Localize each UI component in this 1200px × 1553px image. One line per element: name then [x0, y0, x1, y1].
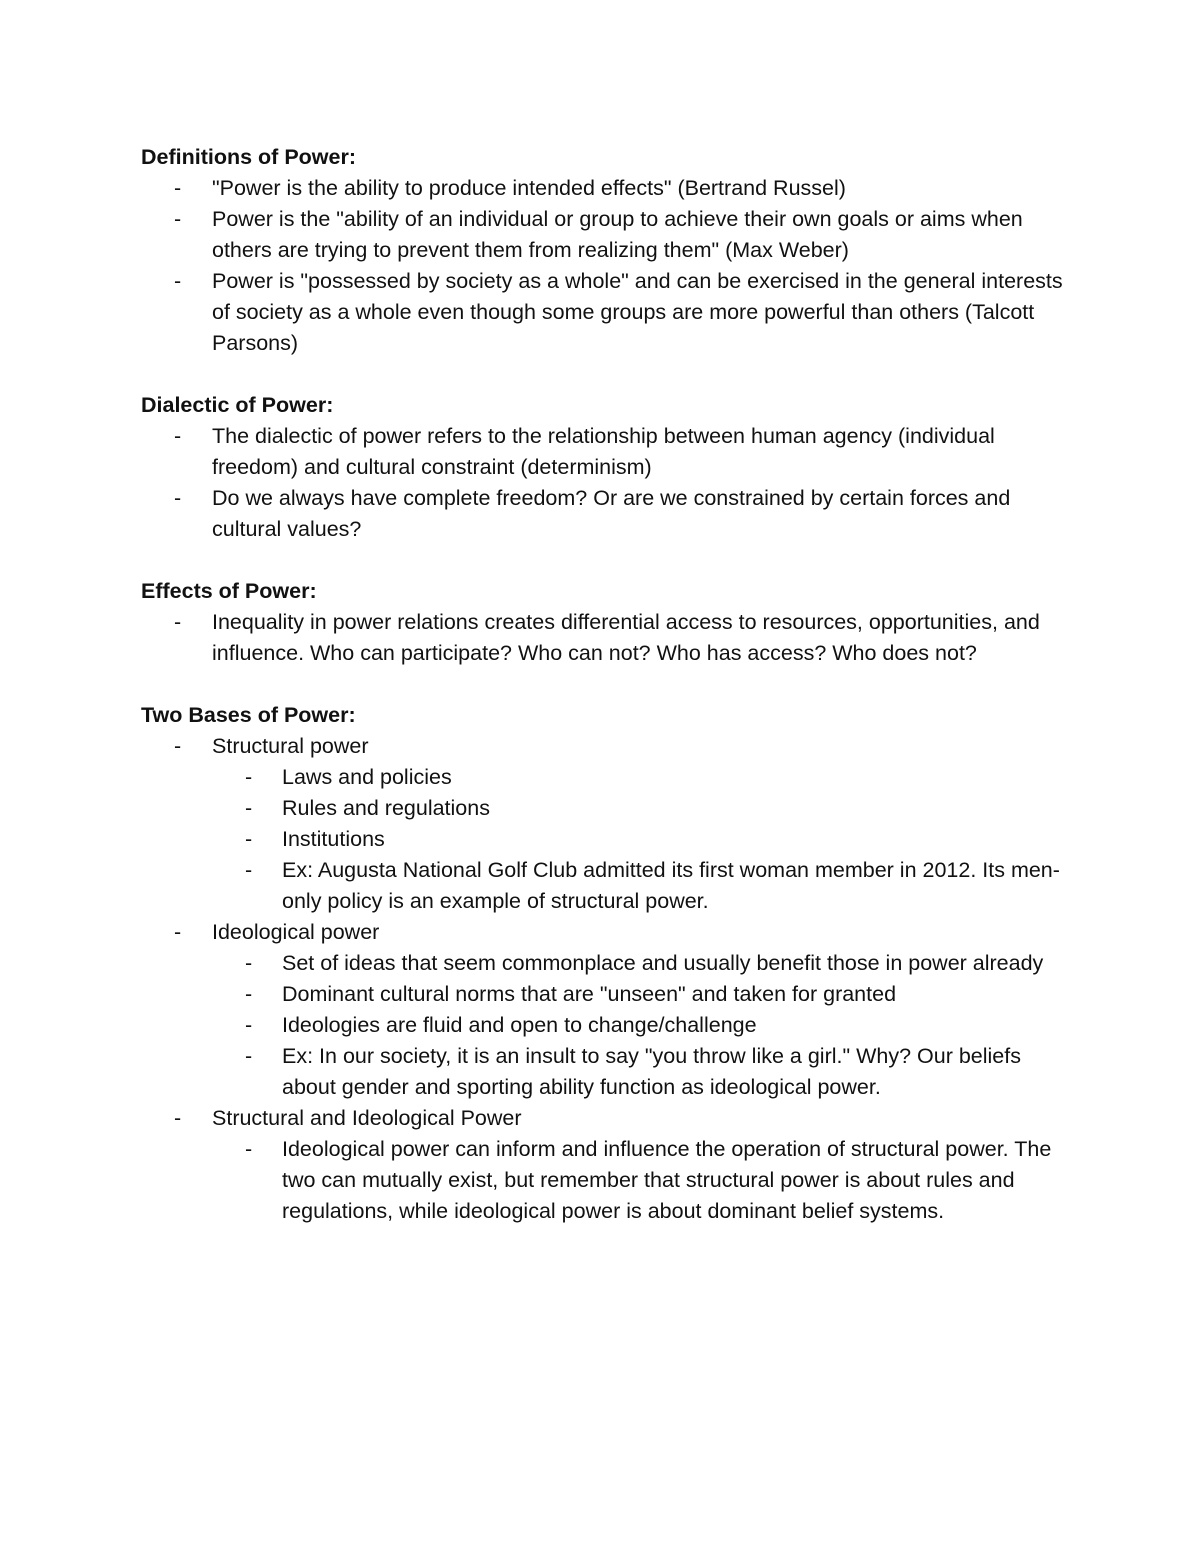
bullet-marker: -	[245, 1013, 253, 1037]
bullet-marker: -	[174, 610, 182, 634]
sub-list-item	[141, 762, 1071, 793]
sub-list-item-text: Dominant cultural norms that are "unseen" and taken for granted	[282, 982, 897, 1006]
sub-list-item	[141, 979, 1071, 1010]
bullet-marker: -	[245, 796, 253, 820]
list-item-text: Inequality in power relations creates differential access to resources, opportunities, and influence. Who can participate? Who can not? Who has access? Who does not?	[212, 610, 1040, 665]
list-item-text: Power is the "ability of an individual or group to achieve their own goals or aims when others are trying to prevent them from realizing them" (Max Weber)	[212, 207, 1023, 262]
bullet-list	[141, 1103, 1071, 1134]
list-item-text: Do we always have complete freedom? Or are we constrained by certain forces and cultural values?	[212, 486, 1011, 541]
section-effects-of-power	[141, 576, 1071, 669]
sub-list-item	[141, 1134, 1071, 1227]
sub-list-item-text: Laws and policies	[282, 765, 452, 789]
list-item-text: "Power is the ability to produce intended effects" (Bertrand Russel)	[212, 176, 846, 200]
sub-list-item	[141, 1041, 1071, 1103]
bullet-marker: -	[174, 269, 182, 293]
bullet-marker: -	[174, 1106, 182, 1130]
section-dialectic-of-power	[141, 390, 1071, 545]
sub-list-item	[141, 793, 1071, 824]
list-item-text: Structural power	[212, 734, 369, 758]
list-item	[141, 266, 1071, 359]
bullet-marker: -	[174, 207, 182, 231]
sub-list-item-text: Ideologies are fluid and open to change/challenge	[282, 1013, 757, 1037]
list-item	[141, 607, 1071, 669]
bullet-list	[141, 917, 1071, 948]
bullet-marker: -	[245, 827, 253, 851]
document-body	[141, 142, 1071, 1258]
bullet-marker: -	[245, 858, 253, 882]
bullet-marker: -	[245, 1137, 253, 1161]
sub-list-item	[141, 855, 1071, 917]
sub-bullet-list	[141, 948, 1071, 1103]
list-item	[141, 917, 1071, 948]
sub-list-item-text: Ex: In our society, it is an insult to say "you throw like a girl." Why? Our beliefs about gender and sporting ability function as ideological power.	[282, 1044, 1021, 1099]
sub-list-item-text: Set of ideas that seem commonplace and usually benefit those in power already	[282, 951, 1044, 975]
list-item	[141, 421, 1071, 483]
sub-list-item	[141, 824, 1071, 855]
bullet-marker: -	[245, 1044, 253, 1068]
bullet-marker: -	[174, 734, 182, 758]
bullet-marker: -	[245, 982, 253, 1006]
sub-bullet-list	[141, 762, 1071, 917]
section-heading: Dialectic of Power:	[141, 393, 334, 417]
bullet-list	[141, 731, 1071, 762]
sub-list-item-text: Rules and regulations	[282, 796, 490, 820]
section-two-bases-of-power	[141, 700, 1071, 1227]
sub-list-item	[141, 948, 1071, 979]
bullet-marker: -	[174, 486, 182, 510]
list-item-text: Power is "possessed by society as a whole" and can be exercised in the general interests of society as a whole even though some groups are more powerful than others (Talcott Parsons)	[212, 269, 1063, 355]
section-definitions-of-power	[141, 142, 1071, 359]
sub-list-item-text: Ideological power can inform and influence the operation of structural power. The two can mutually exist, but remember that structural power is about rules and regulations, while ideological power is about dominant belief systems.	[282, 1137, 1052, 1223]
list-item	[141, 731, 1071, 762]
bullet-marker: -	[174, 424, 182, 448]
bullet-marker: -	[174, 176, 182, 200]
sub-list-item-text: Institutions	[282, 827, 385, 851]
list-item	[141, 483, 1071, 545]
section-heading: Definitions of Power:	[141, 145, 356, 169]
list-item-text: Ideological power	[212, 920, 380, 944]
bullet-marker: -	[245, 951, 253, 975]
section-heading: Effects of Power:	[141, 579, 317, 603]
bullet-marker: -	[245, 765, 253, 789]
sub-list-item-text: Ex: Augusta National Golf Club admitted its first woman member in 2012. Its men-only policy is an example of structural power.	[282, 858, 1060, 913]
bullet-list	[141, 607, 1071, 669]
list-item	[141, 173, 1071, 204]
sub-list-item	[141, 1010, 1071, 1041]
list-item	[141, 204, 1071, 266]
sub-bullet-list	[141, 1134, 1071, 1227]
section-heading: Two Bases of Power:	[141, 703, 356, 727]
bullet-list	[141, 421, 1071, 545]
bullet-list	[141, 173, 1071, 359]
list-item-text: The dialectic of power refers to the relationship between human agency (individual freedom) and cultural constraint (determinism)	[212, 424, 995, 479]
list-item	[141, 1103, 1071, 1134]
list-item-text: Structural and Ideological Power	[212, 1106, 522, 1130]
bullet-marker: -	[174, 920, 182, 944]
